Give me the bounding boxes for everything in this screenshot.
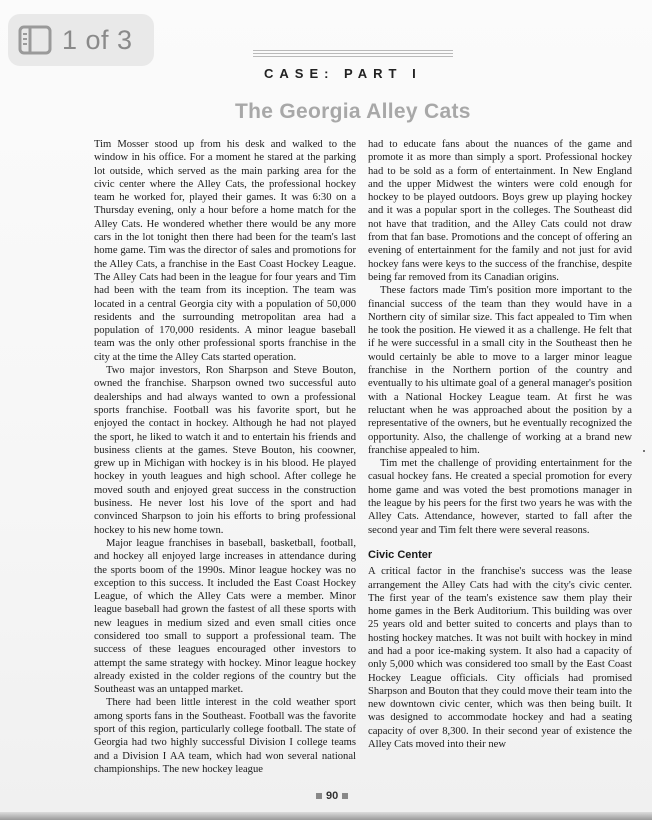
case-part-heading: CASE: PART I [264, 66, 422, 81]
paragraph: had to educate fans about the nuances of the game and promote it as more than simply a sport. Professional hockey had to be sold as a form of entertainment. In New England and the upper Midwest the winters were cold enough for hockey to be played outdoors. Boys grew up playing hockey and it was a popular sport in the colleges. The Southeast did not have that tradition, and the Alley Cats could not draw from that fan base. Promotions and the concept of offering an evening of entertainment for the family and not just for avid hockey fans were keys to the success of the franchise, despite being far removed from its Canadian origins. [368, 139, 632, 283]
stray-mark [643, 450, 645, 452]
paragraph: There had been little interest in the cold weather sport among sports fans in the Southeast. Football was the favorite sport of this region, particularly college football. The state of Georgia had two highly successful Division I college teams and a Division I AA team, which had won several national championships. The new hockey league [94, 697, 356, 775]
paragraph: Tim Mosser stood up from his desk and walked to the window in his office. For a moment he stared at the parking lot outside, which served as the main parking area for the civic center where the Alley Cats, the professional hockey team he worked for, played their games. It was 6:30 on a Thursday evening, only a hour before a home match for the Alley Cats. He wondered whether there would be any more cars in the lot tonight then there had been for the team's last home game. Tim was the director of sales and promotions for the Alley Cats, a franchise in the East Coast Hockey League. The Alley Cats had been in the league for four years and Tim had been with the team from its inception. The team was located in a central Georgia city with a population of 50,000 residents and the surrounding metropolitan area had a population of 170,000 residents. A minor league baseball team was the only other professional sports franchise in the city at the time the Alley Cats started operation. [94, 139, 356, 363]
page-number-mark-right [342, 793, 348, 799]
case-title: The Georgia Alley Cats [235, 100, 471, 123]
section-heading-civic-center: Civic Center [368, 548, 433, 561]
left-text-column [94, 138, 356, 776]
page-number [316, 790, 396, 802]
header-rule-middle [253, 53, 453, 54]
page-number-mark-left [316, 793, 322, 799]
page-number-text: 90 [326, 790, 339, 802]
paragraph: Two major investors, Ron Sharpson and Steve Bouton, owned the franchise. Sharpson owned two successful auto dealerships and had always wanted to own a professional sports franchise. Football was his favorite sport, but he enjoyed the contact in hockey. Although he had not played the sport, he liked to watch it and to entertain his friends and business clients at the games. Steve Bouton, his coowner, grew up in Michigan with hockey is in his blood. He played hockey in youth leagues and high school. After college he moved south and enjoyed great success in the construction business. He never lost his love of the sport and had convinced Sharpson to join his efforts to bring professional hockey to his new home town. [94, 365, 356, 536]
paragraph: Major league franchises in baseball, basketball, football, and hockey all enjoyed large increases in attendance during the sports boom of the 1990s. Minor league hockey was no exception to this success. It included the East Coast Hockey League, of which the Alley Cats were a member. Minor league baseball had grown the fastest of all these sports with new leagues in medium sized and even small cities once considered too small to support a professional team. The success of these leagues encouraged other investors to attempt the same strategy with hockey. Minor league hockey already existed in the colder regions of the country but the Southeast was an untapped market. [94, 537, 356, 696]
page-counter-badge[interactable] [8, 14, 154, 66]
paragraph: A critical factor in the franchise's success was the lease arrangement the Alley Cats had with the city's civic center. The first year of the team's existence saw them play their home games in the Berk Auditorium. This building was over 25 years old and better suited to concerts and plays than to hosting hockey matches. It was not built with hockey in mind and had a poor ice-making system. It also had a capacity of only 5,000 which was considered too small by the East Coast Hockey League officials. City officials had promised Sharpson and Bouton that they could move their team into the new downtown civic center, which was then being built. It was designed to accommodate hockey and had a seating capacity of over 8,300. In their second year of existence the Alley Cats moved into their new [368, 566, 632, 751]
sidebar-panel-icon [18, 25, 52, 55]
header-rule-bottom [253, 56, 453, 57]
right-text-column [368, 138, 632, 751]
header-rule-top [253, 50, 453, 51]
page-bottom-edge [0, 812, 652, 820]
paragraph: Tim met the challenge of providing entertainment for the casual hockey fans. He created a special promotion for every home game and was voted the best promotions manager in the league by his peers for the first two years he was with the Alley Cats. Attendance, however, started to fall after the second year and Tim felt there were several reasons. [368, 458, 632, 536]
paragraph: These factors made Tim's position more important to the financial success of the team than they would have in a Northern city of similar size. This fact appealed to Tim when he took the position. He viewed it as a challenge. He felt that if he were successful in a small city in the Southeast then he would certainly be able to move to a larger minor league franchise in the Northern portion of the country and eventually to his ultimate goal of a general manager's position with a National Hockey League team. At first he was reluctant when he was approached about the position by a representative of the owners, but he eventually recognized the opportunity. Also, the challenge of working at a brand new franchise appealed to him. [368, 285, 632, 456]
page-counter-text: 1 of 3 [62, 24, 133, 55]
